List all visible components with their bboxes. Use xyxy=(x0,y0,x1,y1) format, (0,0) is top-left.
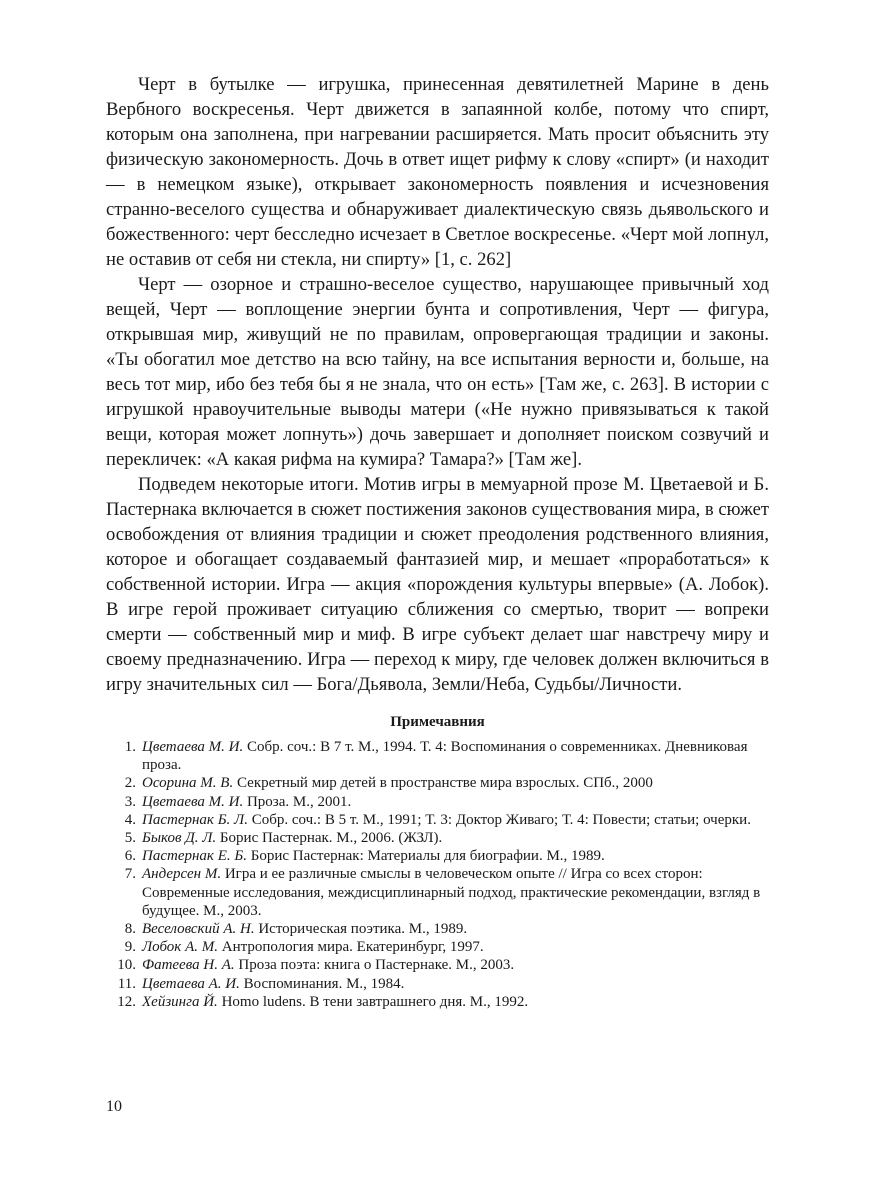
note-number: 3. xyxy=(124,793,136,810)
note-author: Пастернак Б. Л. xyxy=(142,811,248,828)
note-number: 11. xyxy=(117,975,136,992)
note-number: 4. xyxy=(124,811,136,828)
note-number: 2. xyxy=(124,775,136,792)
note-item xyxy=(106,811,769,829)
note-text: Историческая поэтика. М., 1989. xyxy=(254,921,468,938)
note-text: Собр. соч.: В 5 т. М., 1991; Т. 3: Доктор Живаго; Т. 4: Повести; статьи; очерки. xyxy=(247,811,751,828)
note-author: Быков Д. Л. xyxy=(142,830,217,847)
note-text: Антропология мира. Екатеринбург, 1997. xyxy=(217,939,484,956)
notes-list xyxy=(106,738,769,1011)
note-text: Игра и ее различные смыслы в человеческом опыте // Игра со всех сторон: Современные исследования, междисциплинарный подход, практические рекомендации, взгляд в будущее. М., 2003. xyxy=(142,866,761,919)
note-author: Осорина М. В. xyxy=(142,775,234,792)
note-text: Проза поэта: книга о Пастернаке. М., 2003. xyxy=(234,957,515,974)
notes-title: Примечавния xyxy=(390,714,485,730)
body-text xyxy=(106,72,769,697)
note-item xyxy=(106,956,769,974)
note-number: 9. xyxy=(124,939,136,956)
note-item xyxy=(106,847,769,865)
note-number: 6. xyxy=(124,848,136,865)
note-author: Пастернак Е. Б. xyxy=(142,848,247,865)
note-item xyxy=(106,865,769,920)
note-number: 1. xyxy=(124,739,136,755)
note-author: Хейзинга Й. xyxy=(142,993,218,1010)
note-number: 5. xyxy=(124,830,136,847)
note-text: Проза. М., 2001. xyxy=(243,793,352,810)
note-number: 10. xyxy=(117,957,136,974)
note-text: Борис Пастернак: Материалы для биографии. М., 1989. xyxy=(246,848,605,865)
note-author: Андерсен М. xyxy=(142,866,222,883)
note-item xyxy=(106,738,769,774)
note-author: Фатеева Н. А. xyxy=(142,957,235,974)
paragraph: Черт в бутылке — игрушка, принесенная девятилетней Марине в день Вербного воскресенья. Черт движется в запаянной колбе, потому что спирт, которым она заполнена, при нагревании расширяется. Мать просит объяснить эту физическую закономерность. Дочь в ответ ищет рифму к слову «спирт» (и находит — в немецком языке), открывает закономерность появления и исчезновения странно-веселого существа и обнаруживает диалектическую связь дьявольского и божественного: черт бесследно исчезает в Светлое воскресенье. «Черт мой лопнул, не оставив от себя ни стекла, ни спирту» [1, с. 262] xyxy=(106,74,769,270)
note-text: Секретный мир детей в пространстве мира взрослых. СПб., 2000 xyxy=(233,775,653,792)
note-number: 8. xyxy=(124,921,136,938)
note-item xyxy=(106,793,769,811)
note-author: Цветаева А. И. xyxy=(142,975,240,992)
note-item xyxy=(106,920,769,938)
note-item xyxy=(106,829,769,847)
note-item xyxy=(106,975,769,993)
note-text: Homo ludens. В тени завтрашнего дня. М., 1992. xyxy=(217,993,529,1010)
note-text: Борис Пастернак. М., 2006. (ЖЗЛ). xyxy=(216,830,443,847)
note-item xyxy=(106,938,769,956)
note-author: Веселовский А. Н. xyxy=(142,921,255,938)
note-author: Цветаева М. И. xyxy=(142,739,244,755)
note-item xyxy=(106,774,769,792)
note-number: 12. xyxy=(117,993,136,1010)
note-author: Цветаева М. И. xyxy=(142,793,244,810)
page-number: 10 xyxy=(106,1098,122,1115)
paragraph: Подведем некоторые итоги. Мотив игры в мемуарной прозе М. Цветаевой и Б. Пастернака включается в сюжет постижения законов существования мира, в сюжет освобождения от влияния традиции и сюжет преодоления родственного влияния, которое и обогащает создаваемый фантазией мир, и мешает «проработаться» к собственной истории. Игра — акция «порождения культуры впервые» (А. Лобок). В игре герой проживает ситуацию сближения со смертью, творит — вопреки смерти — собственный мир и миф. В игре субъект делает шаг навстречу миру и своему предназначению. Игра — переход к миру, где человек должен включиться в игру значительных сил — Бога/Дьявола, Земли/Неба, Судьбы/Личности. xyxy=(106,474,770,695)
note-text: Собр. соч.: В 7 т. М., 1994. Т. 4: Воспоминания о современниках. Дневниковая проза. xyxy=(142,739,748,774)
note-number: 7. xyxy=(124,866,136,883)
note-item xyxy=(106,993,769,1011)
note-author: Лобок А. М. xyxy=(142,939,218,956)
paragraph: Черт — озорное и страшно-веселое существо, нарушающее привычный ход вещей, Черт — воплощение энергии бунта и сопротивления, Черт — фигура, открывшая мир, живущий не по правилам, опровергающая традиции и законы. «Ты обогатил мое детство на всю тайну, на все испытания верности и, больше, на весь тот мир, ибо без тебя бы я не знала, что он есть» [Там же, с. 263]. В истории с игрушкой нравоучительные выводы матери («Не нужно привязываться к такой вещи, которая может лопнуть») дочь завершает и дополняет поиском созвучий и перекличек: «А какая рифма на кумира? Тамара?» [Там же]. xyxy=(106,274,769,470)
note-text: Воспоминания. М., 1984. xyxy=(239,975,405,992)
